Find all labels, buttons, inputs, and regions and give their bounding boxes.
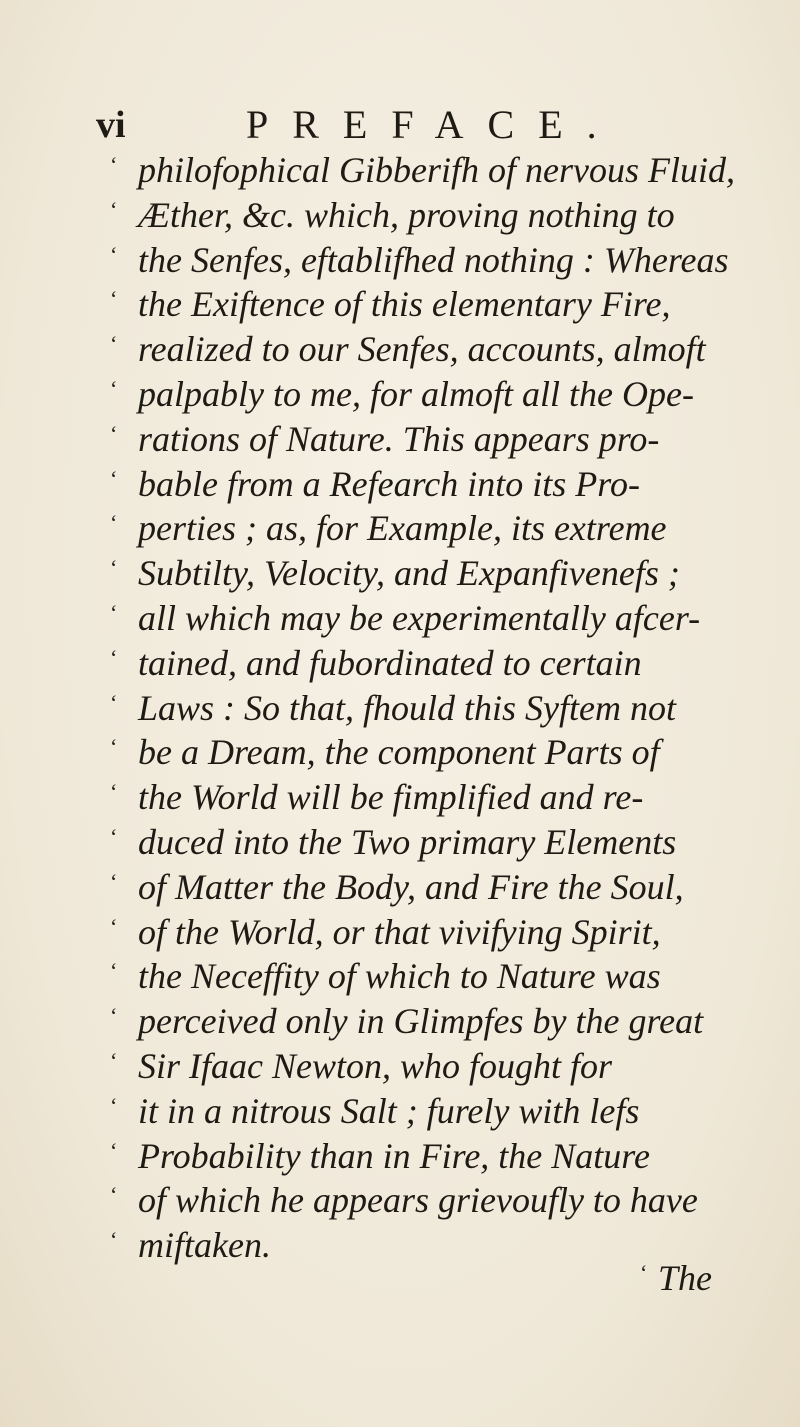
quote-mark: ‘ [110,689,118,715]
quote-mark: ‘ [110,644,118,670]
catchword-text: The [658,1258,712,1298]
text-line [110,551,770,596]
text-line [110,238,770,283]
line-text: philofophical Gibberifh of nervous Fluid, [138,150,735,190]
text-line [110,1089,770,1134]
text-line [110,506,770,551]
line-text: Æther, &c. which, proving nothing to [138,194,675,235]
line-text: perties ; as, for Example, its extreme [138,508,667,549]
quote-mark: ‘ [110,1137,118,1163]
quote-mark: ‘ [110,465,118,491]
text-line [110,820,770,865]
quote-mark: ‘ [110,599,118,625]
body-text [110,148,770,1268]
quote-mark: ‘ [110,555,118,581]
quote-mark: ‘ [110,1182,118,1208]
text-line [110,1044,770,1089]
text-line [110,148,770,193]
line-text: all which may be experimentally afcer- [138,597,701,638]
text-line [110,999,770,1044]
line-text: Probability than in Fire, the Nature [138,1135,650,1176]
page-number: vi [96,104,126,146]
line-text: the World will be fimplified and re- [138,777,644,818]
quote-mark: ‘ [110,510,118,536]
quote-mark: ‘ [110,375,118,401]
catchword [640,1256,712,1300]
quote-mark: ‘ [110,823,118,849]
quote-mark: ‘ [110,331,118,357]
text-line [110,327,770,372]
quote-mark: ‘ [110,152,118,177]
line-text: Sir Ifaac Newton, who fought for [138,1045,613,1086]
text-line [110,730,770,775]
running-head: PREFACE. [246,102,621,147]
text-line [110,282,770,327]
line-text: realized to our Senfes, accounts, almoft [138,329,706,370]
line-text: rations of Nature. This appears pro- [138,418,660,459]
line-text: miftaken. [138,1225,271,1266]
text-line [110,193,770,238]
line-text: of the World, or that vivifying Spirit, [138,911,661,952]
text-line [110,462,770,507]
line-text: of Matter the Body, and Fire the Soul, [138,866,684,907]
text-line [110,1178,770,1223]
quote-mark: ‘ [110,913,118,939]
line-text: palpably to me, for almoft all the Ope- [138,373,694,414]
text-line [110,372,770,417]
line-text: of which he appears grievoufly to have [138,1180,698,1221]
quote-mark: ‘ [110,1003,118,1029]
line-text: it in a nitrous Salt ; furely with lefs [138,1090,640,1131]
line-text: duced into the Two primary Elements [138,821,677,862]
line-text: Laws : So that, fhould this Syftem not [138,687,677,728]
line-text: be a Dream, the component Parts of [138,732,660,773]
text-line [110,910,770,955]
quote-mark: ‘ [110,868,118,894]
quote-mark: ‘ [110,1227,118,1253]
quote-mark: ‘ [110,1047,118,1073]
text-line [110,596,770,641]
line-text: the Exiftence of this elementary Fire, [138,284,671,325]
text-line [110,865,770,910]
quote-mark: ‘ [110,779,118,805]
quote-mark: ‘ [110,958,118,984]
line-text: Subtilty, Velocity, and Expanfivenefs ; [138,553,680,594]
quote-mark: ‘ [110,196,118,222]
text-line [110,686,770,731]
line-text: perceived only in Glimpfes by the great [138,1001,704,1042]
text-line [110,954,770,999]
quote-mark: ‘ [110,241,118,267]
quote-mark: ‘ [110,420,118,446]
text-line [110,775,770,820]
line-text: tained, and fubordinated to certain [138,642,642,683]
text-line [110,641,770,686]
line-text: bable from a Refearch into its Pro- [138,463,640,504]
line-text: the Neceffity of which to Nature was [138,956,661,997]
quote-mark: ‘ [110,1092,118,1118]
text-line [110,1134,770,1179]
line-text: the Senfes, eftablifhed nothing : Whereas [138,239,729,280]
quote-mark: ‘ [110,286,118,312]
quote-mark: ‘ [640,1260,648,1285]
quote-mark: ‘ [110,734,118,760]
page-header [96,100,756,150]
text-line [110,417,770,462]
